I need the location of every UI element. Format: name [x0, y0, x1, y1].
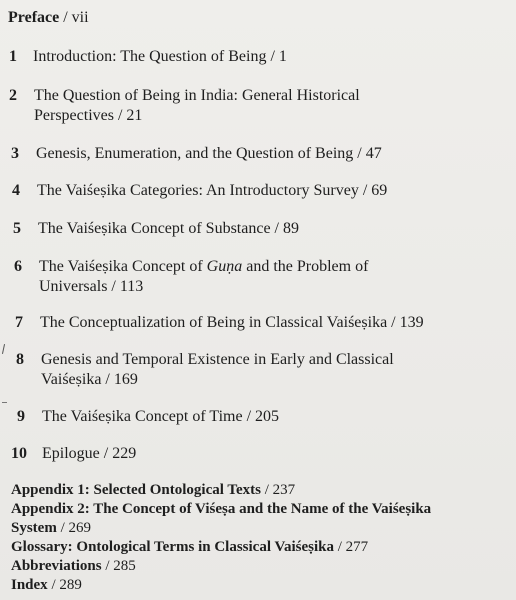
chapter-title: The Conceptualization of Being in Classical Vaiśeṣika / 139 [40, 314, 424, 331]
chapter-title: The Vaiśeṣika Categories: An Introductory Survey / 69 [37, 182, 388, 199]
chapter-number: 6 [14, 258, 22, 275]
preface-page: vii [71, 9, 89, 26]
chapter-number: 8 [16, 351, 24, 368]
back-matter-entry: Appendix 1: Selected Ontological Texts / 237 [11, 482, 296, 498]
chapter-number: 5 [13, 220, 21, 237]
chapter-number: 3 [11, 145, 19, 162]
back-matter-entry: Glossary: Ontological Terms in Classical Vaiśeṣika / 277 [11, 539, 369, 555]
chapter-entry-8 [16, 350, 394, 390]
chapter-entry-1 [9, 47, 287, 67]
chapter-number: 10 [11, 445, 27, 462]
chapter-number: 2 [9, 87, 17, 104]
back-matter-entry: Abbreviations / 285 [11, 558, 136, 574]
chapter-number: 1 [9, 48, 17, 65]
chapter-title: Epilogue / 229 [42, 445, 137, 462]
preface-label: Preface [8, 9, 60, 26]
chapter-entry-9 [17, 407, 279, 427]
back-matter-entry: Appendix 2: The Concept of Viśeṣa and the Name of the Vaiśeṣika [11, 501, 432, 517]
chapter-entry-6 [14, 257, 368, 297]
preface-entry [8, 8, 89, 28]
chapter-entry-10 [11, 444, 136, 464]
chapter-number: 7 [15, 314, 23, 331]
chapter-title: The Vaiśeṣika Concept of Time / 205 [42, 408, 280, 425]
chapter-title: The Question of Being in India: General Historical Perspectives / 21 [34, 87, 360, 124]
chapter-entry-4 [12, 181, 387, 201]
chapter-entry-7 [15, 313, 424, 333]
chapter-title: Genesis and Temporal Existence in Early and Classical Vaiśeṣika / 169 [41, 351, 394, 388]
margin-mark [2, 402, 7, 403]
chapter-number: 4 [12, 182, 20, 199]
chapter-entry-5 [13, 219, 299, 239]
back-matter-list [11, 481, 511, 595]
chapter-title: The Vaiśeṣika Concept of Substance / 89 [38, 220, 299, 237]
preface-sep: / [59, 9, 72, 26]
back-matter-entry: Index / 289 [11, 577, 82, 593]
chapter-title: Introduction: The Question of Being / 1 [33, 48, 287, 65]
chapter-number: 9 [17, 408, 25, 425]
margin-mark [2, 344, 5, 354]
chapter-title: Genesis, Enumeration, and the Question of Being / 47 [36, 145, 382, 162]
chapter-entry-3 [11, 144, 382, 164]
chapter-entry-2 [9, 86, 360, 126]
chapter-title: The Vaiśeṣika Concept of Guṇa and the Problem of Universals / 113 [39, 258, 369, 295]
back-matter-entry: System / 269 [11, 520, 91, 536]
